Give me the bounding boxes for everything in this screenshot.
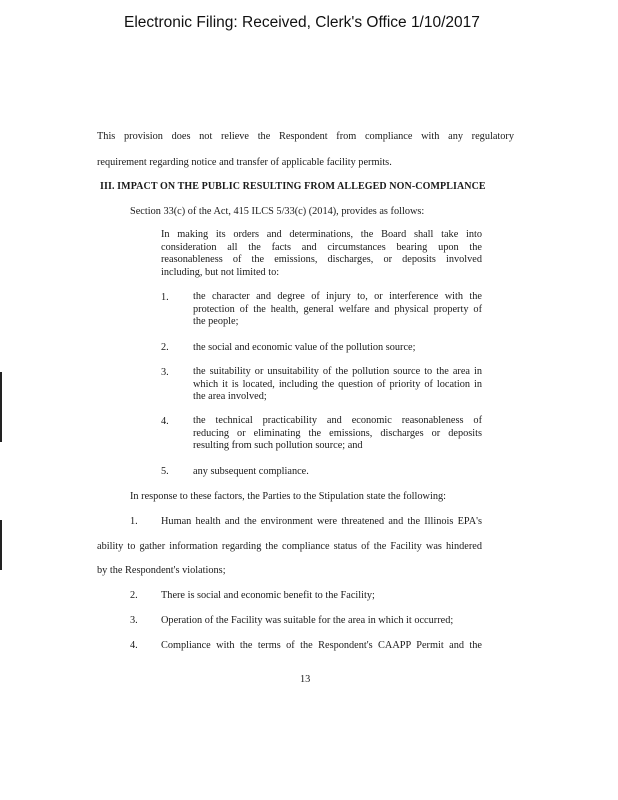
response-text: Human health and the environment were threatened and the Illinois EPA's [161, 516, 482, 527]
factor-text [193, 415, 482, 453]
factor-line: the character and degree of injury to, or interference with the [193, 291, 482, 302]
factor-line: the suitability or unsuitability of the pollution source to the area in [193, 366, 482, 377]
response-number: 4. [130, 640, 138, 651]
response-text: Compliance with the terms of the Respondent's CAAPP Permit and the [161, 640, 482, 651]
factor-number: 1. [161, 292, 169, 303]
section-intro: Section 33(c) of the Act, 415 ILCS 5/33(c) (2014), provides as follows: [130, 206, 425, 217]
factor-line: which it is located, including the question of priority of location in [193, 378, 482, 390]
statute-quote [161, 229, 482, 279]
response-number: 1. [130, 516, 138, 527]
page-number: 13 [300, 674, 311, 685]
factor-text: the social and economic value of the pollution source; [193, 342, 416, 353]
factor-text [193, 291, 482, 329]
quote-line: reasonableness of the emissions, discharges, or deposits involved [161, 254, 482, 265]
response-text: ability to gather information regarding the compliance status of the Facility was hindered [97, 541, 482, 552]
factor-line: the technical practicability and economic reasonableness of [193, 415, 482, 426]
response-number: 3. [130, 615, 138, 626]
factor-number: 5. [161, 466, 169, 477]
response-text: Operation of the Facility was suitable for the area in which it occurred; [161, 615, 454, 626]
paragraph-line: requirement regarding notice and transfer of applicable facility permits. [97, 157, 392, 168]
factor-line: reducing or eliminating the emissions, discharges or deposits [193, 427, 482, 439]
response-text: There is social and economic benefit to the Facility; [161, 590, 375, 601]
paragraph-line: This provision does not relieve the Respondent from compliance with any regulatory [97, 131, 514, 142]
response-intro: In response to these factors, the Parties to the Stipulation state the following: [130, 491, 446, 502]
quote-line: including, but not limited to: [161, 266, 280, 278]
factor-number: 3. [161, 367, 169, 378]
response-number: 2. [130, 590, 138, 601]
quote-line: In making its orders and determinations, the Board shall take into [161, 229, 482, 240]
factor-line: the area involved; [193, 391, 267, 402]
factor-text: any subsequent compliance. [193, 466, 309, 477]
factor-line: protection of the health, general welfare and physical property of [193, 303, 482, 315]
response-text: by the Respondent's violations; [97, 565, 226, 576]
factor-line: the people; [193, 316, 239, 327]
factor-line: resulting from such pollution source; and [193, 440, 363, 451]
factor-text [193, 366, 482, 404]
section-heading: III. IMPACT ON THE PUBLIC RESULTING FROM ALLEGED NON-COMPLIANCE [100, 181, 486, 192]
scan-mark [0, 372, 2, 442]
filing-stamp: Electronic Filing: Received, Clerk's Office 1/10/2017 [124, 14, 480, 31]
scan-mark [0, 520, 2, 570]
quote-line: consideration all the facts and circumstances bearing upon the [161, 241, 482, 253]
factor-number: 2. [161, 342, 169, 353]
factor-number: 4. [161, 416, 169, 427]
